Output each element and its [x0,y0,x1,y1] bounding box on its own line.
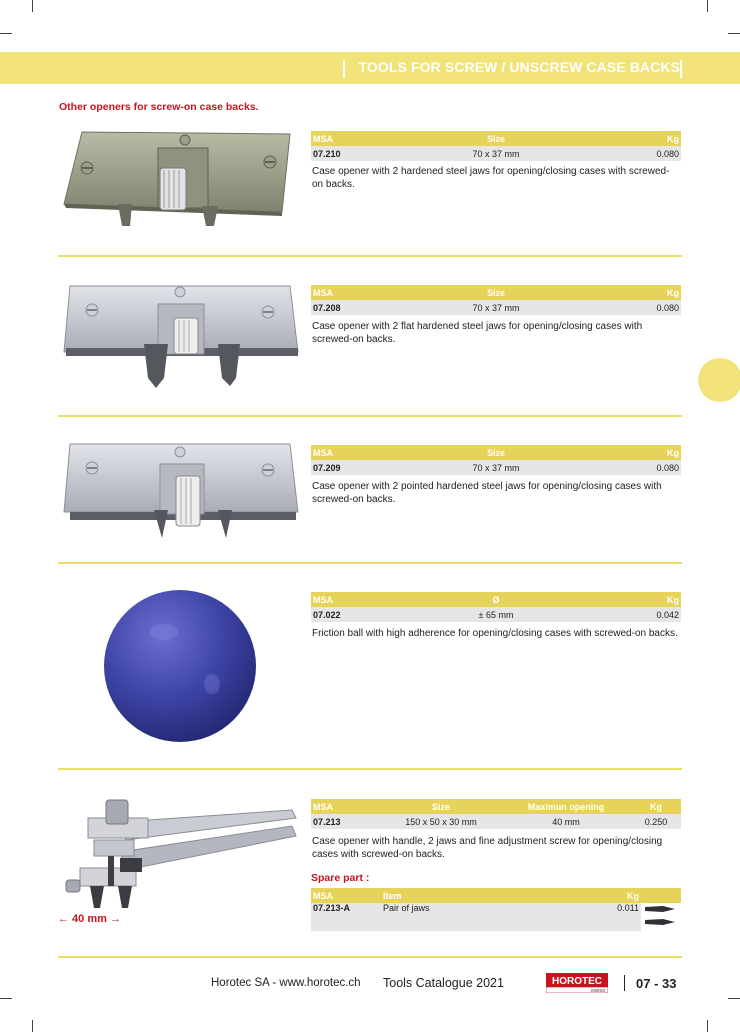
crop-mark [707,0,708,12]
separator-line [58,415,682,417]
crop-mark [728,998,740,999]
col-header-kg: Kg [601,445,681,460]
col-header-kg: Kg [601,131,681,146]
crop-mark [728,33,740,34]
section-tab-circle [698,358,740,402]
separator-line [58,255,682,257]
footer-catalogue: Tools Catalogue 2021 [383,976,504,990]
col-header-msa: MSA [311,888,381,903]
cell-size: 70 x 37 mm [391,460,601,475]
cell-kg: 0.250 [631,814,681,829]
col-header-msa: MSA [311,445,391,460]
col-header-msa: MSA [311,799,381,814]
cell-size: 70 x 37 mm [391,300,601,315]
col-header-max-opening: Maximun opening [501,799,631,814]
header-divider [343,60,345,78]
col-header-item: Item [381,888,561,903]
cell-msa: 07.213-A [311,903,381,931]
col-header-size: Size [381,799,501,814]
spare-part-label: Spare part : [311,872,370,884]
product-table [311,285,681,315]
crop-mark [32,1020,33,1032]
section-intro: Other openers for screw-on case backs. [59,101,259,113]
cell-kg: 0.080 [601,146,681,161]
product-description: Friction ball with high adherence for opening/closing cases with screwed-on backs. [312,628,678,639]
cell-item: Pair of jaws [381,903,561,931]
cell-image [641,903,681,931]
col-header-kg: Kg [631,799,681,814]
col-header-size: Size [391,131,601,146]
crop-mark [707,1020,708,1032]
case-opener-handle-image [60,796,300,912]
footer-divider [624,975,625,991]
footer-company: Horotec SA - www.horotec.ch [211,977,361,989]
separator-line [58,956,682,958]
cell-max-opening: 40 mm [501,814,631,829]
case-opener-image [60,282,300,394]
cell-kg: 0.011 [561,903,641,931]
horotec-logo [546,973,608,993]
col-header-kg: Kg [561,888,641,903]
crop-mark [32,0,33,12]
header-divider [680,60,682,78]
col-header-msa: MSA [311,592,391,607]
col-header-diameter: Ø [391,592,601,607]
col-header-image [641,888,681,903]
dimension-label: ← 40 mm → [58,913,121,925]
spare-part-table [311,888,681,931]
product-table [311,799,681,829]
product-table [311,445,681,475]
cell-size: 150 x 50 x 30 mm [381,814,501,829]
case-opener-image [60,128,295,228]
separator-line [58,562,682,564]
col-header-msa: MSA [311,285,391,300]
jaws-image [643,903,677,929]
cell-kg: 0.042 [601,607,681,622]
product-table [311,131,681,161]
col-header-msa: MSA [311,131,391,146]
product-description: Case opener with 2 hardened steel jaws for opening/closing cases with screwed-on backs. [312,166,670,190]
page-number: 07 - 33 [636,976,677,991]
col-header-size: Size [391,285,601,300]
cell-msa: 07.209 [311,460,391,475]
cell-size: 70 x 37 mm [391,146,601,161]
case-opener-image [60,440,300,540]
logo-text: HOROTEC [552,976,602,987]
cell-msa: 07.022 [311,607,391,622]
cell-msa: 07.213 [311,814,381,829]
cell-kg: 0.080 [601,300,681,315]
crop-mark [0,998,12,999]
product-description: Case opener with 2 flat hardened steel jaws for opening/closing cases with screwed-on backs. [312,321,643,345]
separator-line [58,768,682,770]
cell-msa: 07.208 [311,300,391,315]
crop-mark [0,33,12,34]
product-description: Case opener with handle, 2 jaws and fine adjustment screw for opening/closing cases with screwed-on backs. [312,836,663,860]
product-description: Case opener with 2 pointed hardened steel jaws for opening/closing cases with screwed-on backs. [312,481,662,505]
product-table [311,592,681,622]
friction-ball-image [102,588,258,744]
cell-diameter: ± 65 mm [391,607,601,622]
cell-msa: 07.210 [311,146,391,161]
col-header-kg: Kg [601,285,681,300]
page-title: TOOLS FOR SCREW / UNSCREW CASE BACKS [358,59,680,75]
cell-kg: 0.080 [601,460,681,475]
col-header-kg: Kg [601,592,681,607]
logo-sub: SWISS [590,988,606,993]
col-header-size: Size [391,445,601,460]
